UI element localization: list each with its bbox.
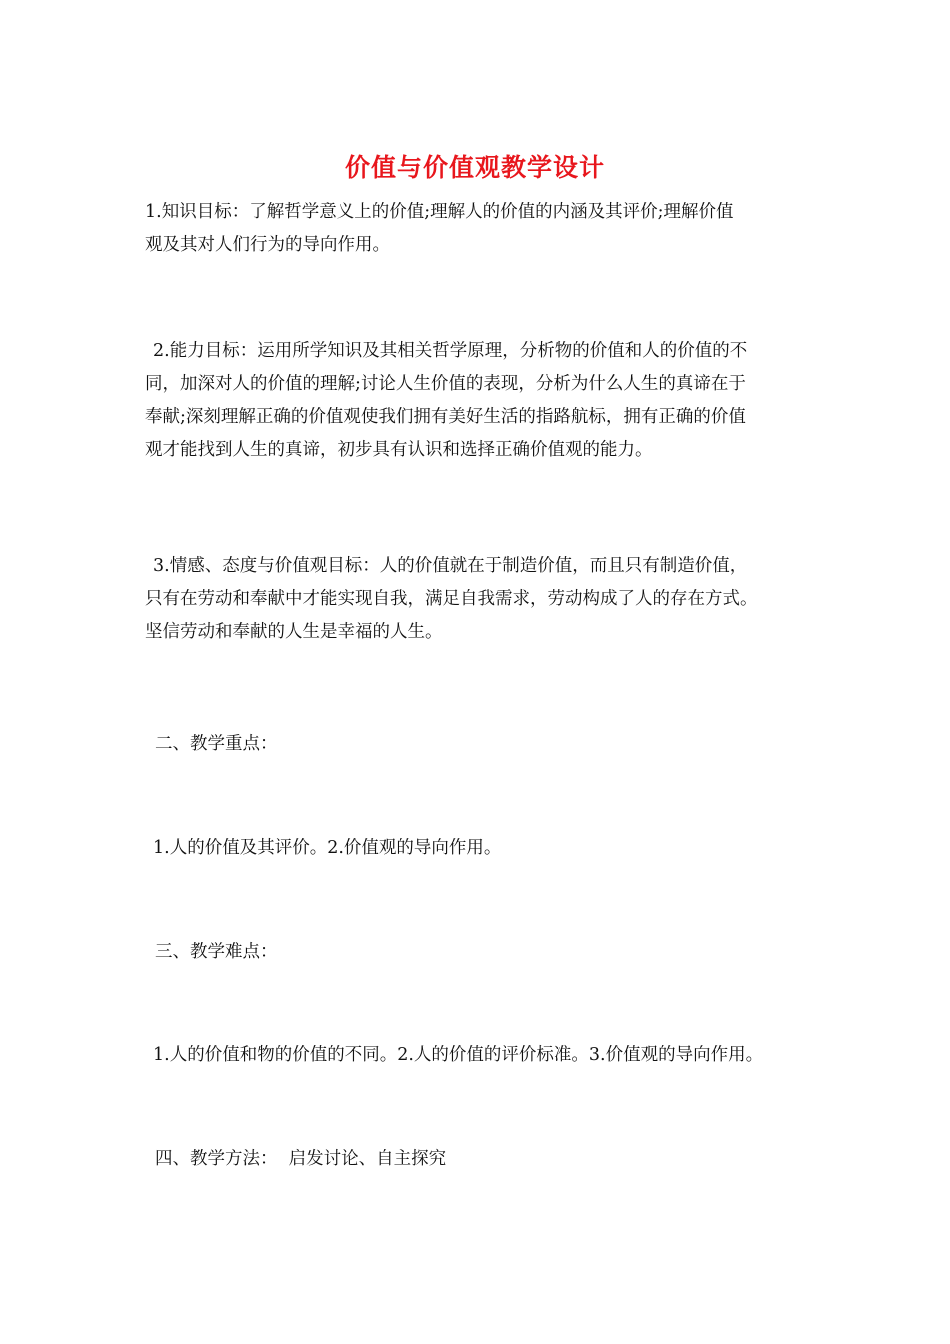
difficulties-content (145, 1039, 815, 1072)
document-title: 价值与价值观教学设计 (344, 153, 605, 182)
difficulties-content-text: 1.人的价值和物的价值的不同。2.人的价值的评价标准。3.价值观的导向作用。 (153, 1045, 764, 1065)
difficulties-heading (145, 936, 815, 969)
knowledge-objective-line-1: 1.知识目标：了解哲学意义上的价值;理解人的价值的内涵及其评价;理解价值 (145, 202, 734, 222)
key-points-heading (145, 728, 815, 761)
difficulties-heading-text: 三、教学难点： (155, 942, 278, 962)
knowledge-objective-line-2: 观及其对人们行为的导向作用。 (145, 235, 390, 255)
methods-text: 四、教学方法： 启发讨论、自主探究 (155, 1149, 447, 1169)
key-points-heading-text: 二、教学重点： (155, 734, 278, 754)
methods-line (145, 1143, 815, 1176)
ability-objective-line-1: 2.能力目标：运用所学知识及其相关哲学原理，分析物的价值和人的价值的不 (153, 341, 748, 361)
emotion-objective-line-3: 坚信劳动和奉献的人生是幸福的人生。 (145, 622, 443, 642)
key-points-content-text: 1.人的价值及其评价。2.价值观的导向作用。 (153, 838, 502, 858)
key-points-content (145, 832, 815, 865)
emotion-objective-line-1: 3.情感、态度与价值观目标：人的价值就在于制造价值，而且只有制造价值， (153, 556, 748, 576)
ability-objective-line-3: 奉献;深刻理解正确的价值观使我们拥有美好生活的指路航标，拥有正确的价值 (145, 407, 746, 427)
knowledge-objective-paragraph (145, 196, 815, 262)
ability-objective-paragraph (145, 335, 815, 467)
emotion-objective-line-2: 只有在劳动和奉献中才能实现自我，满足自我需求，劳动构成了人的存在方式。 (145, 589, 758, 609)
ability-objective-line-2: 同，加深对人的价值的理解;讨论人生价值的表现，分析为什么人生的真谛在于 (145, 374, 746, 394)
emotion-objective-paragraph (145, 550, 815, 649)
ability-objective-line-4: 观才能找到人生的真谛，初步具有认识和选择正确价值观的能力。 (145, 440, 653, 460)
